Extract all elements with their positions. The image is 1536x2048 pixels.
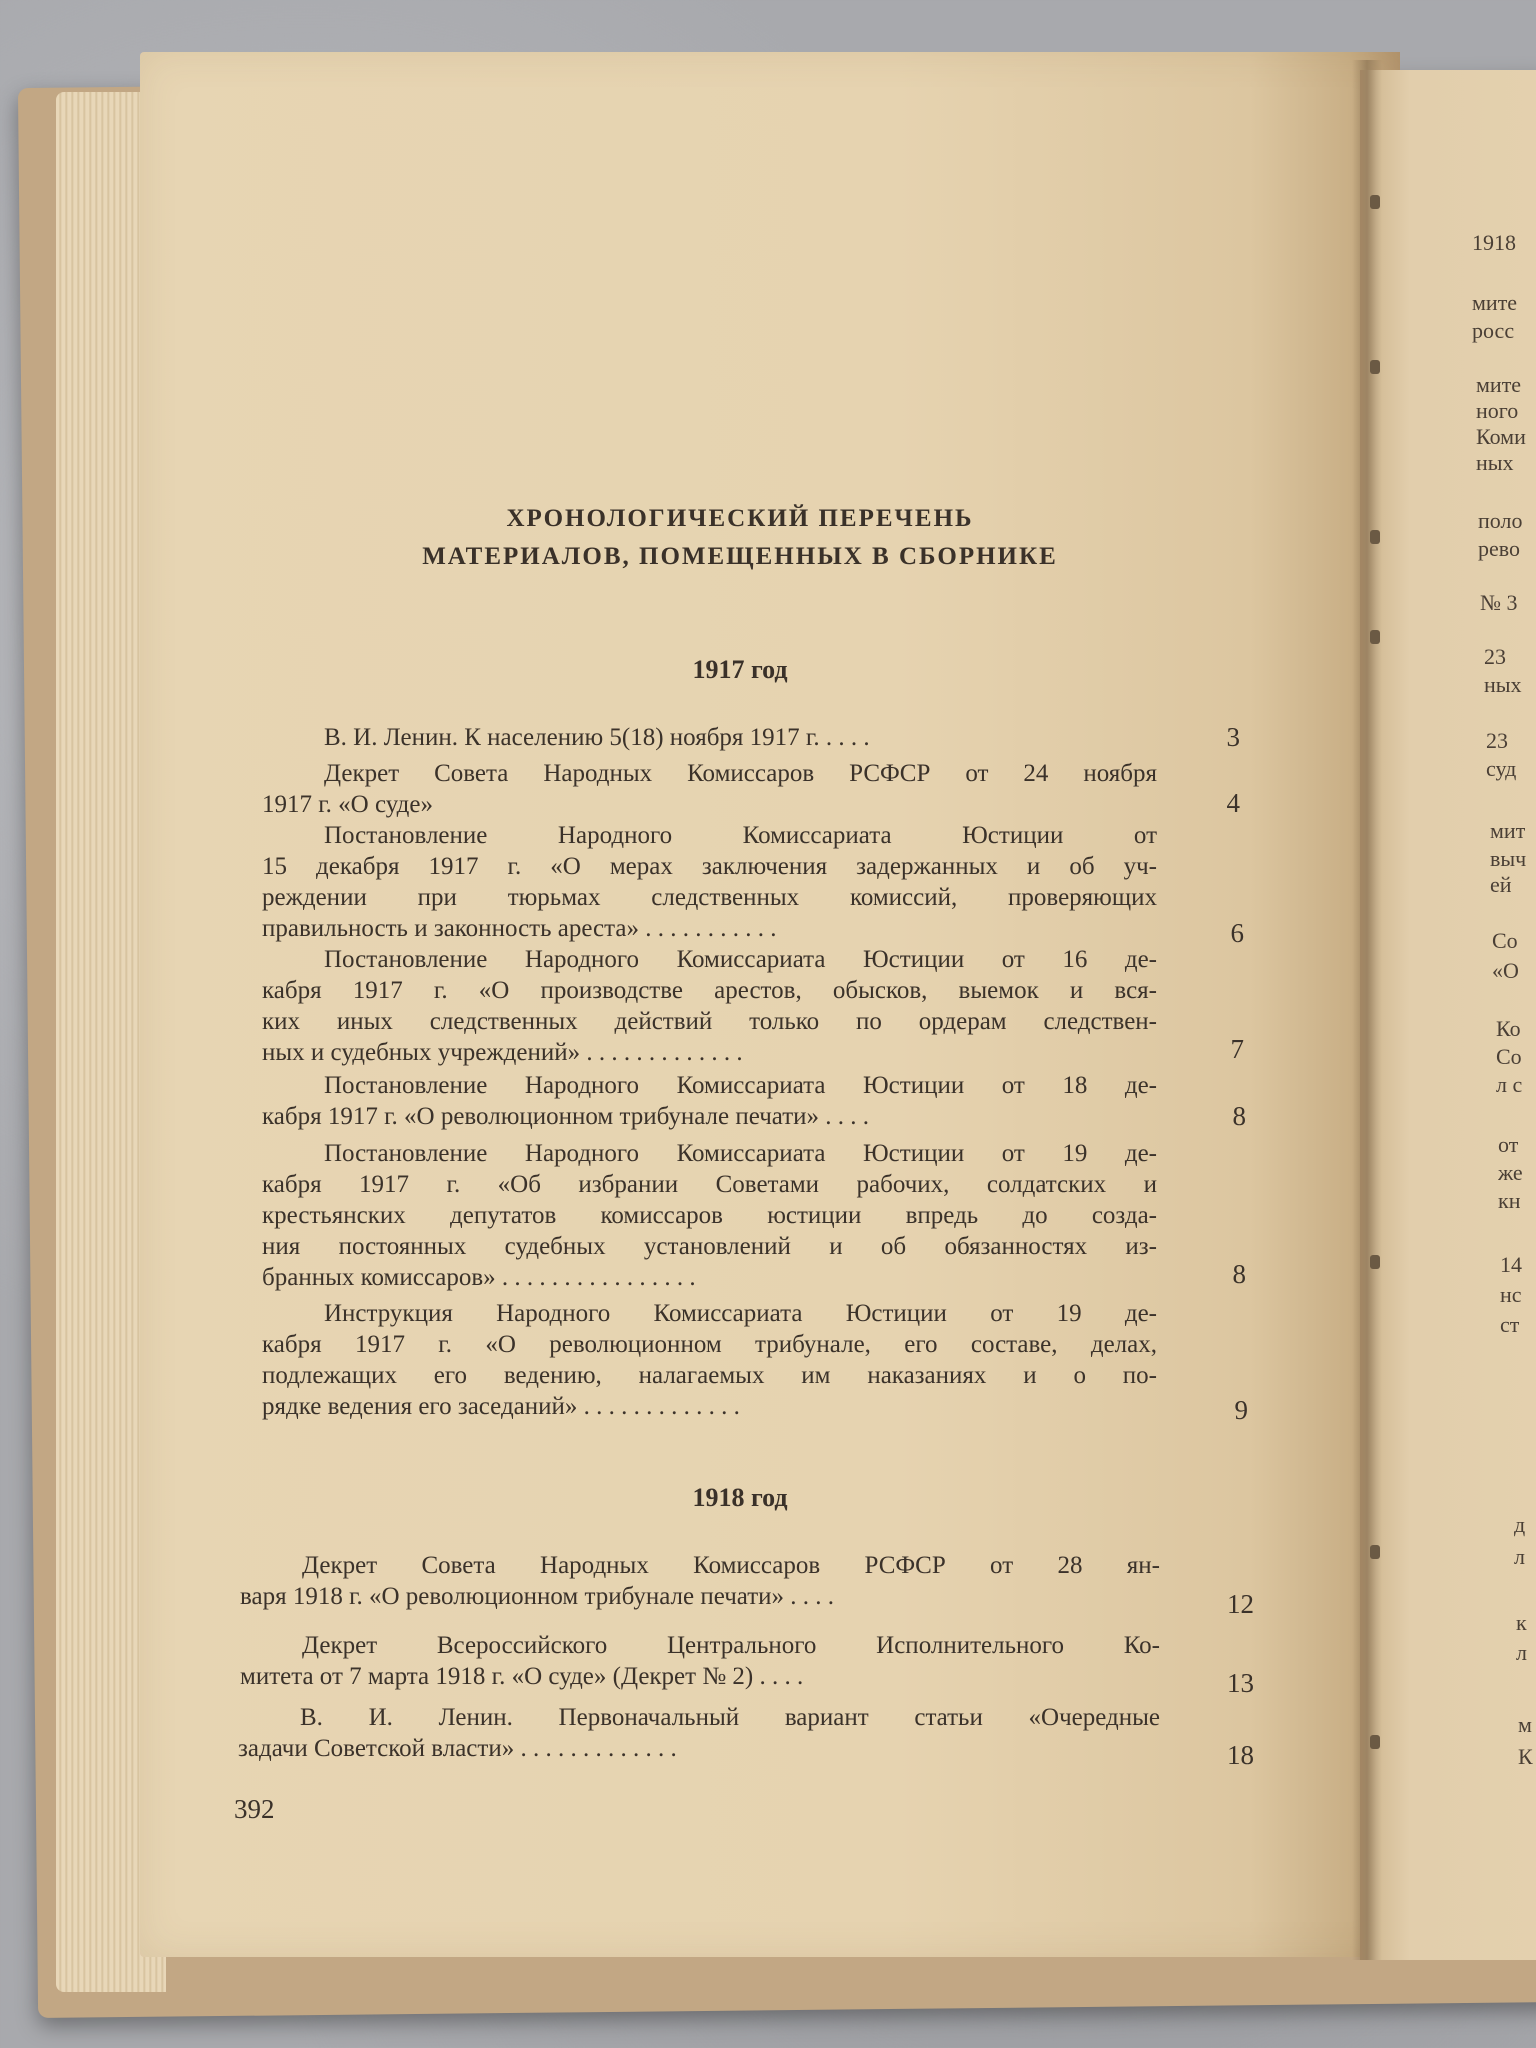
right-page-fragment: «О — [1492, 958, 1519, 983]
entry-line: реждении при тюрьмах следственных комиссий, проверяющих — [262, 884, 1157, 911]
right-page-fragment: м — [1518, 1712, 1532, 1737]
right-page-fragment: К — [1518, 1744, 1533, 1769]
entry-line: В. И. Ленин. К населению 5(18) ноября 1917 г. . . . . — [324, 724, 870, 751]
toc-entry — [262, 1298, 1157, 1422]
right-page — [1360, 70, 1536, 1960]
right-page-fragment: кн — [1498, 1188, 1521, 1213]
right-page-fragment: росс — [1472, 318, 1515, 343]
entry-line: Декрет Совета Народных Комиссаров РСФСР от 28 ян- — [302, 1552, 1160, 1579]
toc-entry — [240, 1630, 1160, 1692]
entry-line: задачи Советской власти» . . . . . . . . . . . . . — [238, 1735, 677, 1762]
right-page-fragment: 1918 — [1472, 230, 1516, 255]
page-folio-number: 392 — [234, 1794, 275, 1824]
section-year-1917: 1917 год — [692, 655, 788, 684]
toc-entry — [262, 820, 1157, 944]
entry-line: Декрет Совета Народных Комиссаров РСФСР от 24 ноября — [324, 760, 1157, 787]
toc-entry — [262, 1138, 1157, 1293]
right-page-fragment: мите — [1472, 290, 1518, 315]
entry-line: Постановление Народного Комиссариата Юстиции от — [324, 822, 1157, 849]
binding-stitch — [1370, 1255, 1380, 1269]
toc-entry — [262, 944, 1157, 1068]
entry-line: Постановление Народного Комиссариата Юстиции от 19 де- — [324, 1140, 1157, 1167]
toc-entry — [262, 722, 1157, 753]
right-page-fragment: Ко — [1496, 1016, 1521, 1041]
entry-line: Постановление Народного Комиссариата Юстиции от 16 де- — [324, 946, 1157, 973]
book-gutter — [1352, 60, 1382, 1960]
binding-stitch — [1370, 1545, 1380, 1559]
entry-line: Инструкция Народного Комиссариата Юстиции от 19 де- — [324, 1300, 1157, 1327]
entry-line: кабря 1917 г. «О революционном трибунале печати» . . . . — [262, 1103, 870, 1130]
entry-line: Декрет Всероссийского Центрального Исполнительного Ко- — [302, 1632, 1160, 1659]
right-page-fragment: мит — [1490, 818, 1526, 843]
right-page-fragment: № 3 — [1480, 590, 1518, 615]
right-page-fragment: от — [1498, 1132, 1519, 1157]
entry-line: бранных комиссаров» . . . . . . . . . . . . . . . . — [262, 1264, 696, 1291]
toc-entry — [240, 1550, 1160, 1612]
binding-stitch — [1370, 1735, 1380, 1749]
binding-stitch — [1370, 530, 1380, 544]
heading-line-1: ХРОНОЛОГИЧЕСКИЙ ПЕРЕЧЕНЬ — [506, 505, 974, 532]
entry-line: 15 декабря 1917 г. «О мерах заключения задержанных и об уч- — [262, 853, 1157, 880]
entry-page-number: 8 — [1232, 1259, 1246, 1289]
entry-line: кабря 1917 г. «Об избрании Советами рабочих, солдатских и — [262, 1171, 1157, 1198]
right-page-fragment: Со — [1496, 1044, 1522, 1069]
entry-line: ных и судебных учреждений» . . . . . . . . . . . . . — [262, 1039, 743, 1066]
entry-line: митета от 7 марта 1918 г. «О суде» (Декрет № 2) . . . . — [240, 1663, 804, 1690]
entry-line: ния постоянных судебных установлений и об обязанностях из- — [262, 1233, 1157, 1260]
right-page-fragment: л с — [1496, 1072, 1523, 1097]
entry-page-number: 4 — [1226, 788, 1240, 818]
toc-entry — [262, 758, 1157, 820]
right-page-fragment: рево — [1478, 536, 1521, 561]
entry-page-number: 3 — [1226, 722, 1240, 752]
entry-page-number: 12 — [1227, 1589, 1254, 1619]
right-page-fragment: 14 — [1500, 1252, 1522, 1277]
binding-stitch — [1370, 195, 1380, 209]
right-page-fragment: к — [1516, 1610, 1527, 1635]
right-page-fragment: 23 — [1486, 728, 1508, 753]
right-page-fragment: л — [1514, 1544, 1525, 1569]
right-page-fragment: 23 — [1484, 644, 1506, 669]
right-page-fragment: ст — [1500, 1312, 1520, 1337]
right-page-fragment: Со — [1492, 928, 1518, 953]
entry-line: 1917 г. «О суде» — [262, 791, 433, 818]
heading-line-2: МАТЕРИАЛОВ, ПОМЕЩЕННЫХ В СБОРНИКЕ — [422, 543, 1058, 570]
right-page-fragment: ных — [1476, 450, 1514, 475]
toc-entry — [238, 1702, 1160, 1764]
entry-line: крестьянских депутатов комиссаров юстиции впредь до созда- — [262, 1202, 1157, 1229]
entry-line: рядке ведения его заседаний» . . . . . . . . . . . . . — [262, 1393, 740, 1420]
entry-line: кабря 1917 г. «О революционном трибунале, его составе, делах, — [262, 1331, 1157, 1358]
entry-page-number: 18 — [1227, 1740, 1254, 1770]
page-heading — [240, 500, 1240, 576]
right-page-fragment: ных — [1484, 672, 1522, 697]
entry-line: В. И. Ленин. Первоначальный вариант статьи «Очередные — [300, 1704, 1160, 1731]
binding-stitch — [1370, 630, 1380, 644]
entry-line: правильность и законность ареста» . . . . . . . . . . . — [262, 915, 777, 942]
right-page-fragment: нс — [1500, 1282, 1522, 1307]
entry-line: варя 1918 г. «О революционном трибунале печати» . . . . — [240, 1583, 835, 1610]
right-page-fragment: д — [1514, 1512, 1526, 1537]
right-page-fragment: же — [1498, 1160, 1523, 1185]
entry-page-number: 7 — [1230, 1034, 1244, 1064]
entry-page-number: 9 — [1234, 1395, 1248, 1425]
binding-stitch — [1370, 360, 1380, 374]
right-page-fragment: мите — [1476, 372, 1522, 397]
entry-line: кабря 1917 г. «О производстве арестов, обысков, выемок и вся- — [262, 977, 1157, 1004]
right-page-fragment: л — [1516, 1640, 1527, 1665]
right-page-fragment: ей — [1490, 872, 1512, 897]
right-page-fragment: Коми — [1476, 424, 1526, 449]
entry-line: ких иных следственных действий только по ордерам следствен- — [262, 1008, 1157, 1035]
entry-page-number: 13 — [1227, 1668, 1254, 1698]
right-page-fragment: выч — [1490, 846, 1527, 871]
entry-line: Постановление Народного Комиссариата Юстиции от 18 де- — [324, 1072, 1157, 1099]
entry-page-number: 8 — [1232, 1101, 1246, 1131]
toc-entry — [262, 1070, 1157, 1132]
right-page-fragment: ного — [1476, 398, 1519, 423]
right-page-fragment: поло — [1478, 508, 1523, 533]
section-year-1918: 1918 год — [692, 1483, 788, 1512]
entry-line: подлежащих его ведению, налагаемых им наказаниях и о по- — [262, 1362, 1157, 1389]
right-page-fragment: суд — [1486, 756, 1517, 781]
entry-page-number: 6 — [1230, 918, 1244, 948]
